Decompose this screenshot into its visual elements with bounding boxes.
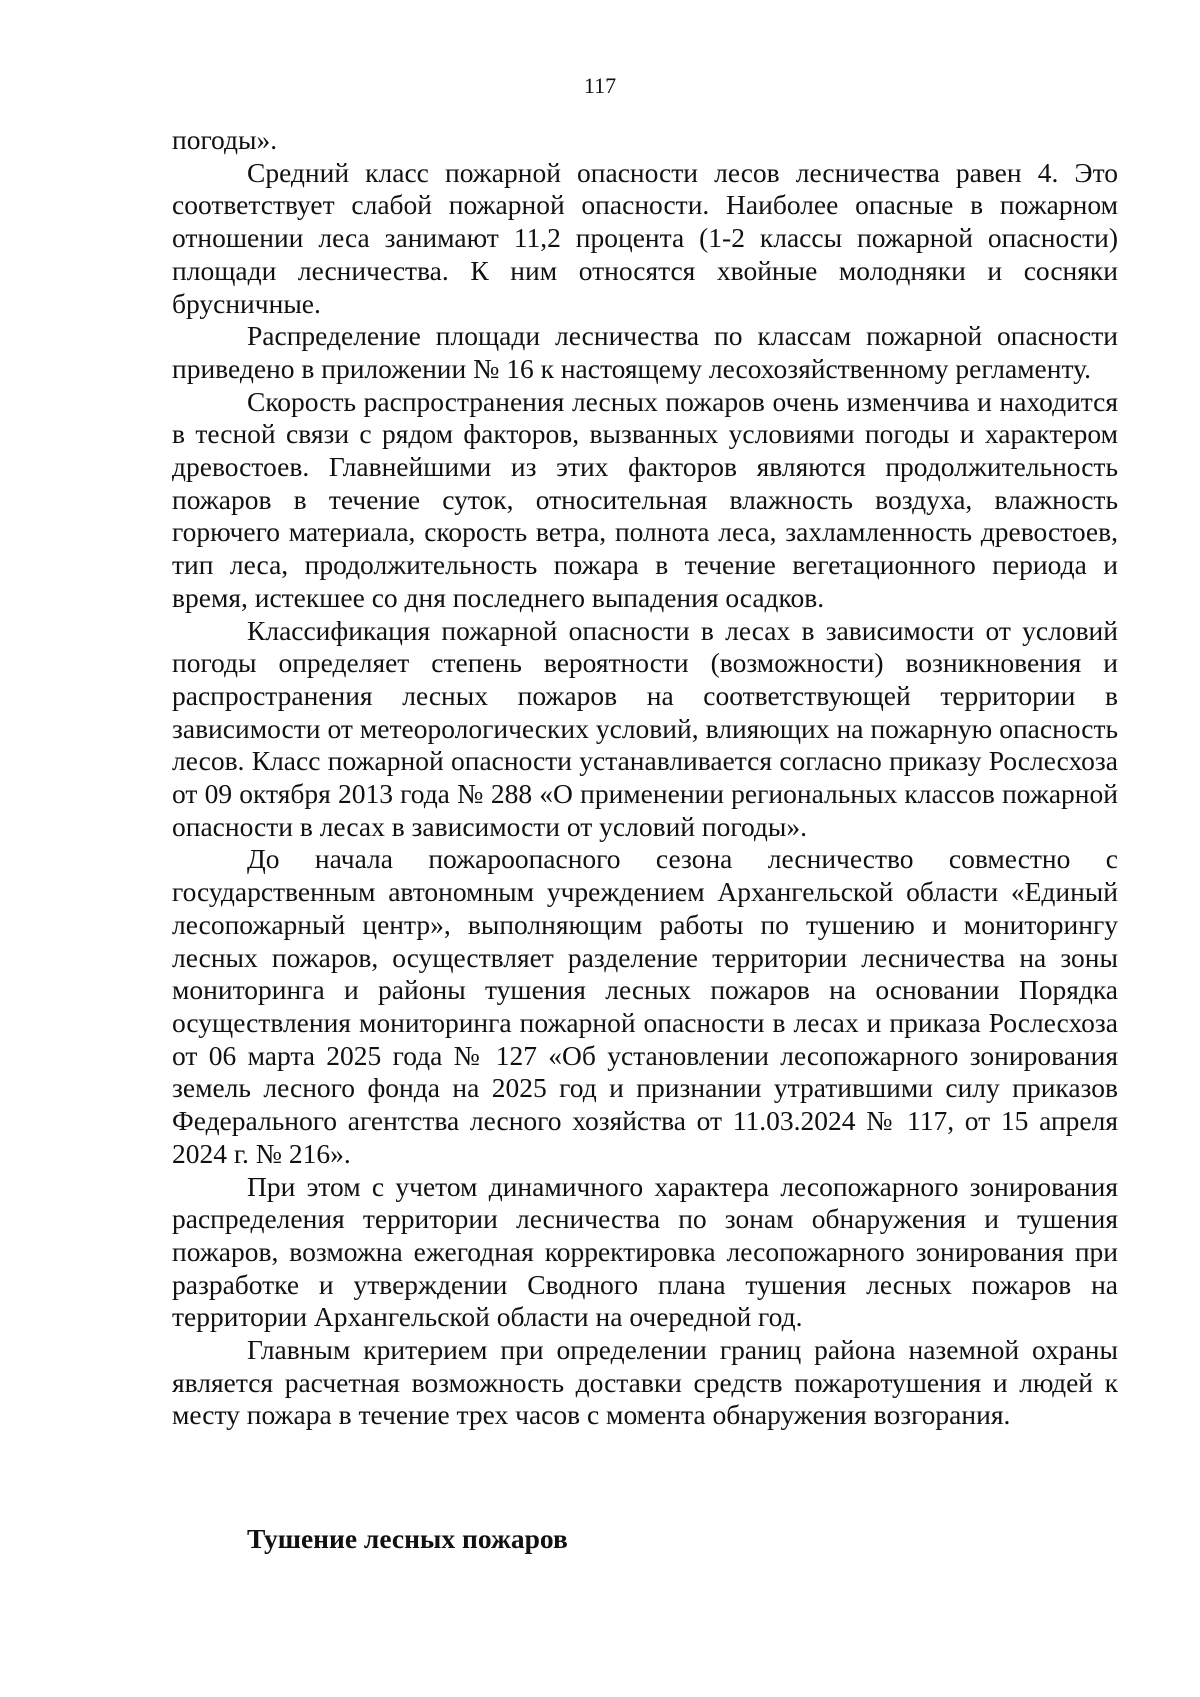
- section-heading: Тушение лесных пожаров: [247, 1523, 568, 1554]
- page-number: 117: [583, 73, 617, 98]
- paragraph-fire-class: Средний класс пожарной опасности лесов лесничества равен 4. Это соответствует слабой пожарной опасности. Наиболее опасные в пожарном отношении леса занимают 11,2 процента (1-2 классы пожарной опасности) площади лесничества. К ним относятся хвойные молодняки и сосняки брусничные.: [172, 156, 1118, 319]
- paragraph-criterion: Главным критерием при определении границ района наземной охраны является расчетная возможность доставки средств пожаротушения и людей к месту пожара в течение трех часов с момента обнаружения возгорания.: [172, 1334, 1118, 1431]
- paragraph-classification: Классификация пожарной опасности в лесах в зависимости от условий погоды определяет степень вероятности (возможности) возникновения и распространения лесных пожаров на соответствующей территории в зависимости от метеорологических условий, влияющих на пожарную опасность лесов. Класс пожарной опасности устанавливается согласно приказу Рослесхоза от 09 октября 2013 года № 288 «О применении региональных классов пожарной опасности в лесах в зависимости от условий погоды».: [172, 614, 1118, 842]
- body-text: [172, 124, 1118, 1432]
- paragraph-zoning: До начала пожароопасного сезона лесничество совместно с государственным автономным учреждением Архангельской области «Единый лесопожарный центр», выполняющим работы по тушению и мониторингу лесных пожаров, осуществляет разделение территории лесничества на зоны мониторинга и районы тушения лесных пожаров на основании Порядка осуществления мониторинга пожарной опасности в лесах и приказа Рослесхоза от 06 марта 2025 года № 127 «Об установлении лесопожарного зонирования земель лесного фонда на 2025 год и признании утратившими силу приказов Федерального агентства лесного хозяйства от 11.03.2024 № 117, от 15 апреля 2024 г. № 216».: [172, 843, 1118, 1169]
- paragraph-spread-speed: Скорость распространения лесных пожаров очень изменчива и находится в тесной связи с рядом факторов, вызванных условиями погоды и характером древостоев. Главнейшими из этих факторов являются продолжительность пожаров в течение суток, относительная влажность воздуха, влажность горючего материала, скорость ветра, полнота леса, захламленность древостоев, тип леса, продолжительность пожара в течение вегетационного периода и время, истекшее со дня последнего выпадения осадков.: [172, 385, 1118, 613]
- paragraph-continuation: погоды».: [172, 124, 278, 155]
- paragraph-distribution: Распределение площади лесничества по классам пожарной опасности приведено в приложении № 16 к настоящему лесохозяйственному регламенту.: [172, 320, 1118, 384]
- paragraph-correction: При этом с учетом динамичного характера лесопожарного зонирования распределения территории лесничества по зонам обнаружения и тушения пожаров, возможна ежегодная корректировка лесопожарного зонирования при разработке и утверждении Сводного плана тушения лесных пожаров на территории Архангельской области на очередной год.: [172, 1170, 1118, 1333]
